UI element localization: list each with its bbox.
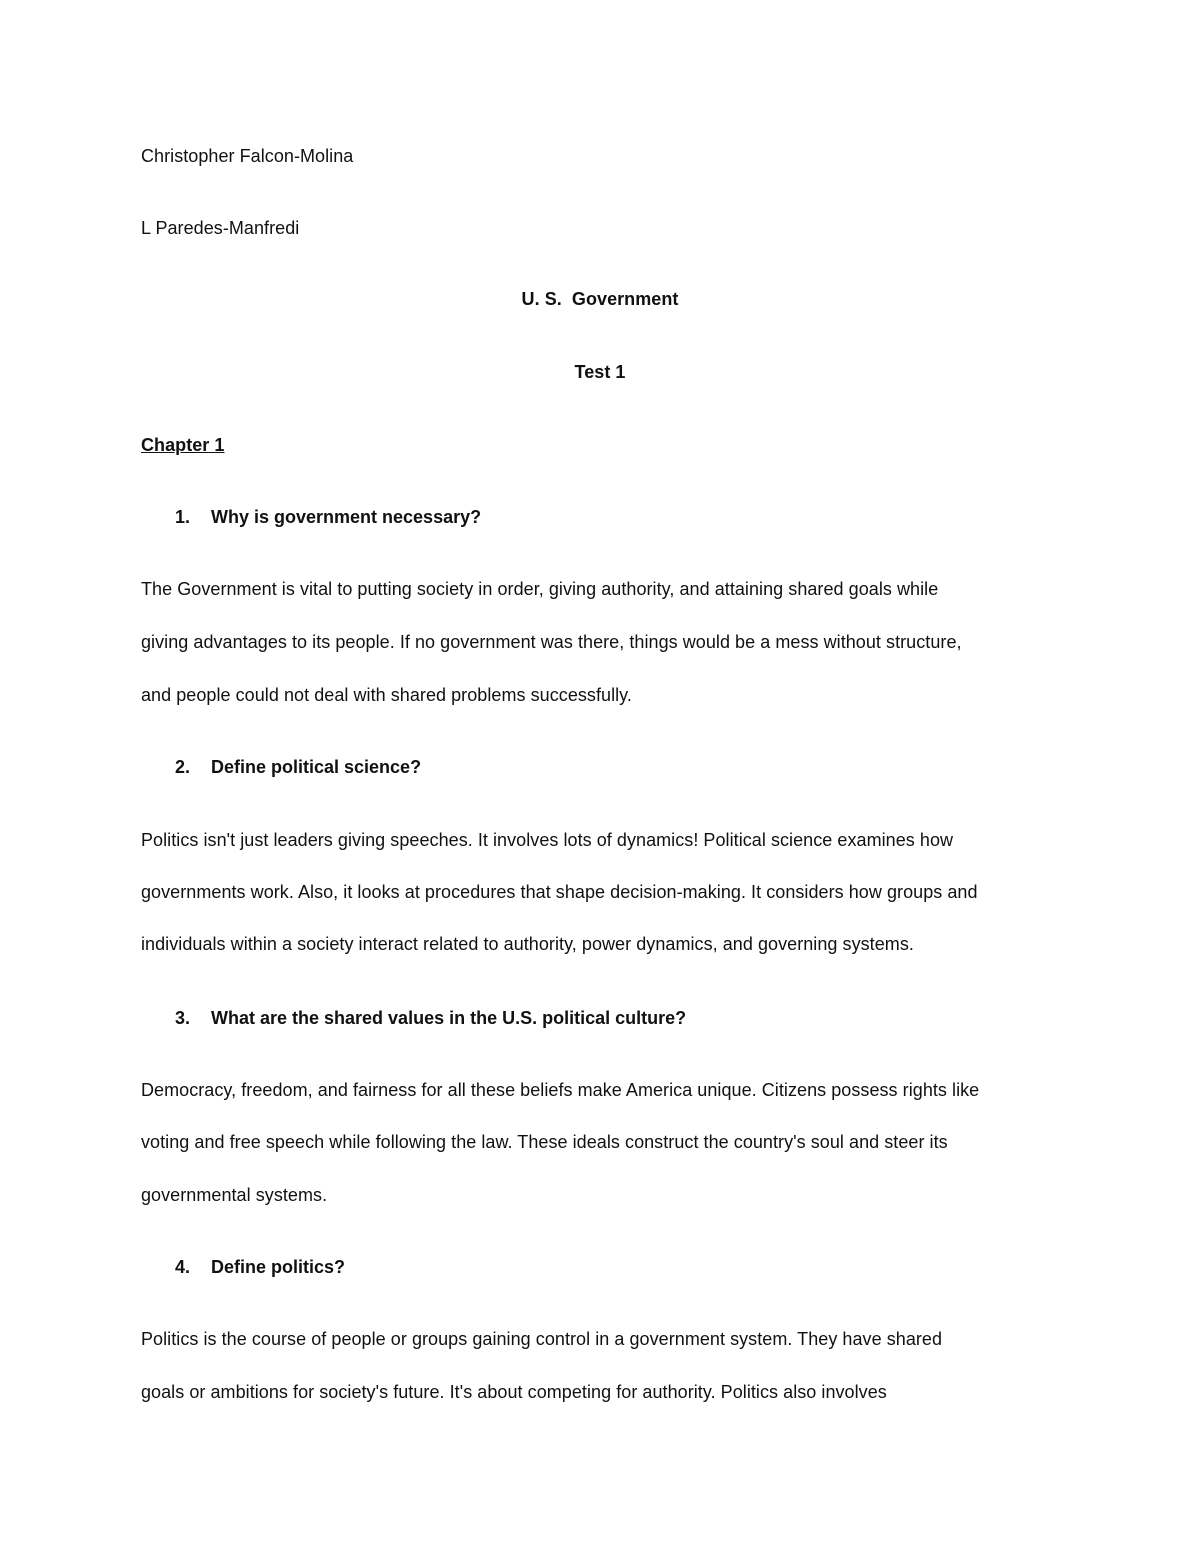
answer-line: The Government is vital to putting society in order, giving authority, and attaining shared goals while [141, 579, 939, 599]
question-text: What are the shared values in the U.S. political culture? [211, 1008, 687, 1028]
answer-line: goals or ambitions for society's future. It's about competing for authority. Politics also involves [141, 1382, 887, 1402]
question-text: Define politics? [211, 1257, 346, 1277]
answer-line: Politics is the course of people or groups gaining control in a government system. They have shared [141, 1329, 943, 1349]
answer-line: Democracy, freedom, and fairness for all these beliefs make America unique. Citizens possess rights like [141, 1080, 980, 1100]
answer-line: governments work. Also, it looks at procedures that shape decision-making. It considers how groups and [141, 882, 978, 902]
answer-line: giving advantages to its people. If no government was there, things would be a mess without structure, [141, 632, 962, 652]
question-number: 3. [175, 1008, 191, 1028]
answer-line: voting and free speech while following the law. These ideals construct the country's soul and steer its [141, 1132, 948, 1152]
course-title: U. S. Government [521, 289, 679, 309]
answer-line: governmental systems. [141, 1185, 328, 1205]
instructor-name: L Paredes-Manfredi [141, 218, 300, 238]
question-text: Why is government necessary? [211, 507, 482, 527]
question-number: 2. [175, 757, 191, 777]
answer-line: Politics isn't just leaders giving speeches. It involves lots of dynamics! Political science examines how [141, 830, 954, 850]
question-number: 1. [175, 507, 191, 527]
student-name: Christopher Falcon-Molina [141, 146, 354, 166]
test-title: Test 1 [574, 362, 626, 382]
chapter-heading: Chapter 1 [141, 435, 225, 455]
question-number: 4. [175, 1257, 191, 1277]
answer-line: and people could not deal with shared problems successfully. [141, 685, 632, 705]
answer-line: individuals within a society interact related to authority, power dynamics, and governing systems. [141, 934, 914, 954]
question-text: Define political science? [211, 757, 422, 777]
